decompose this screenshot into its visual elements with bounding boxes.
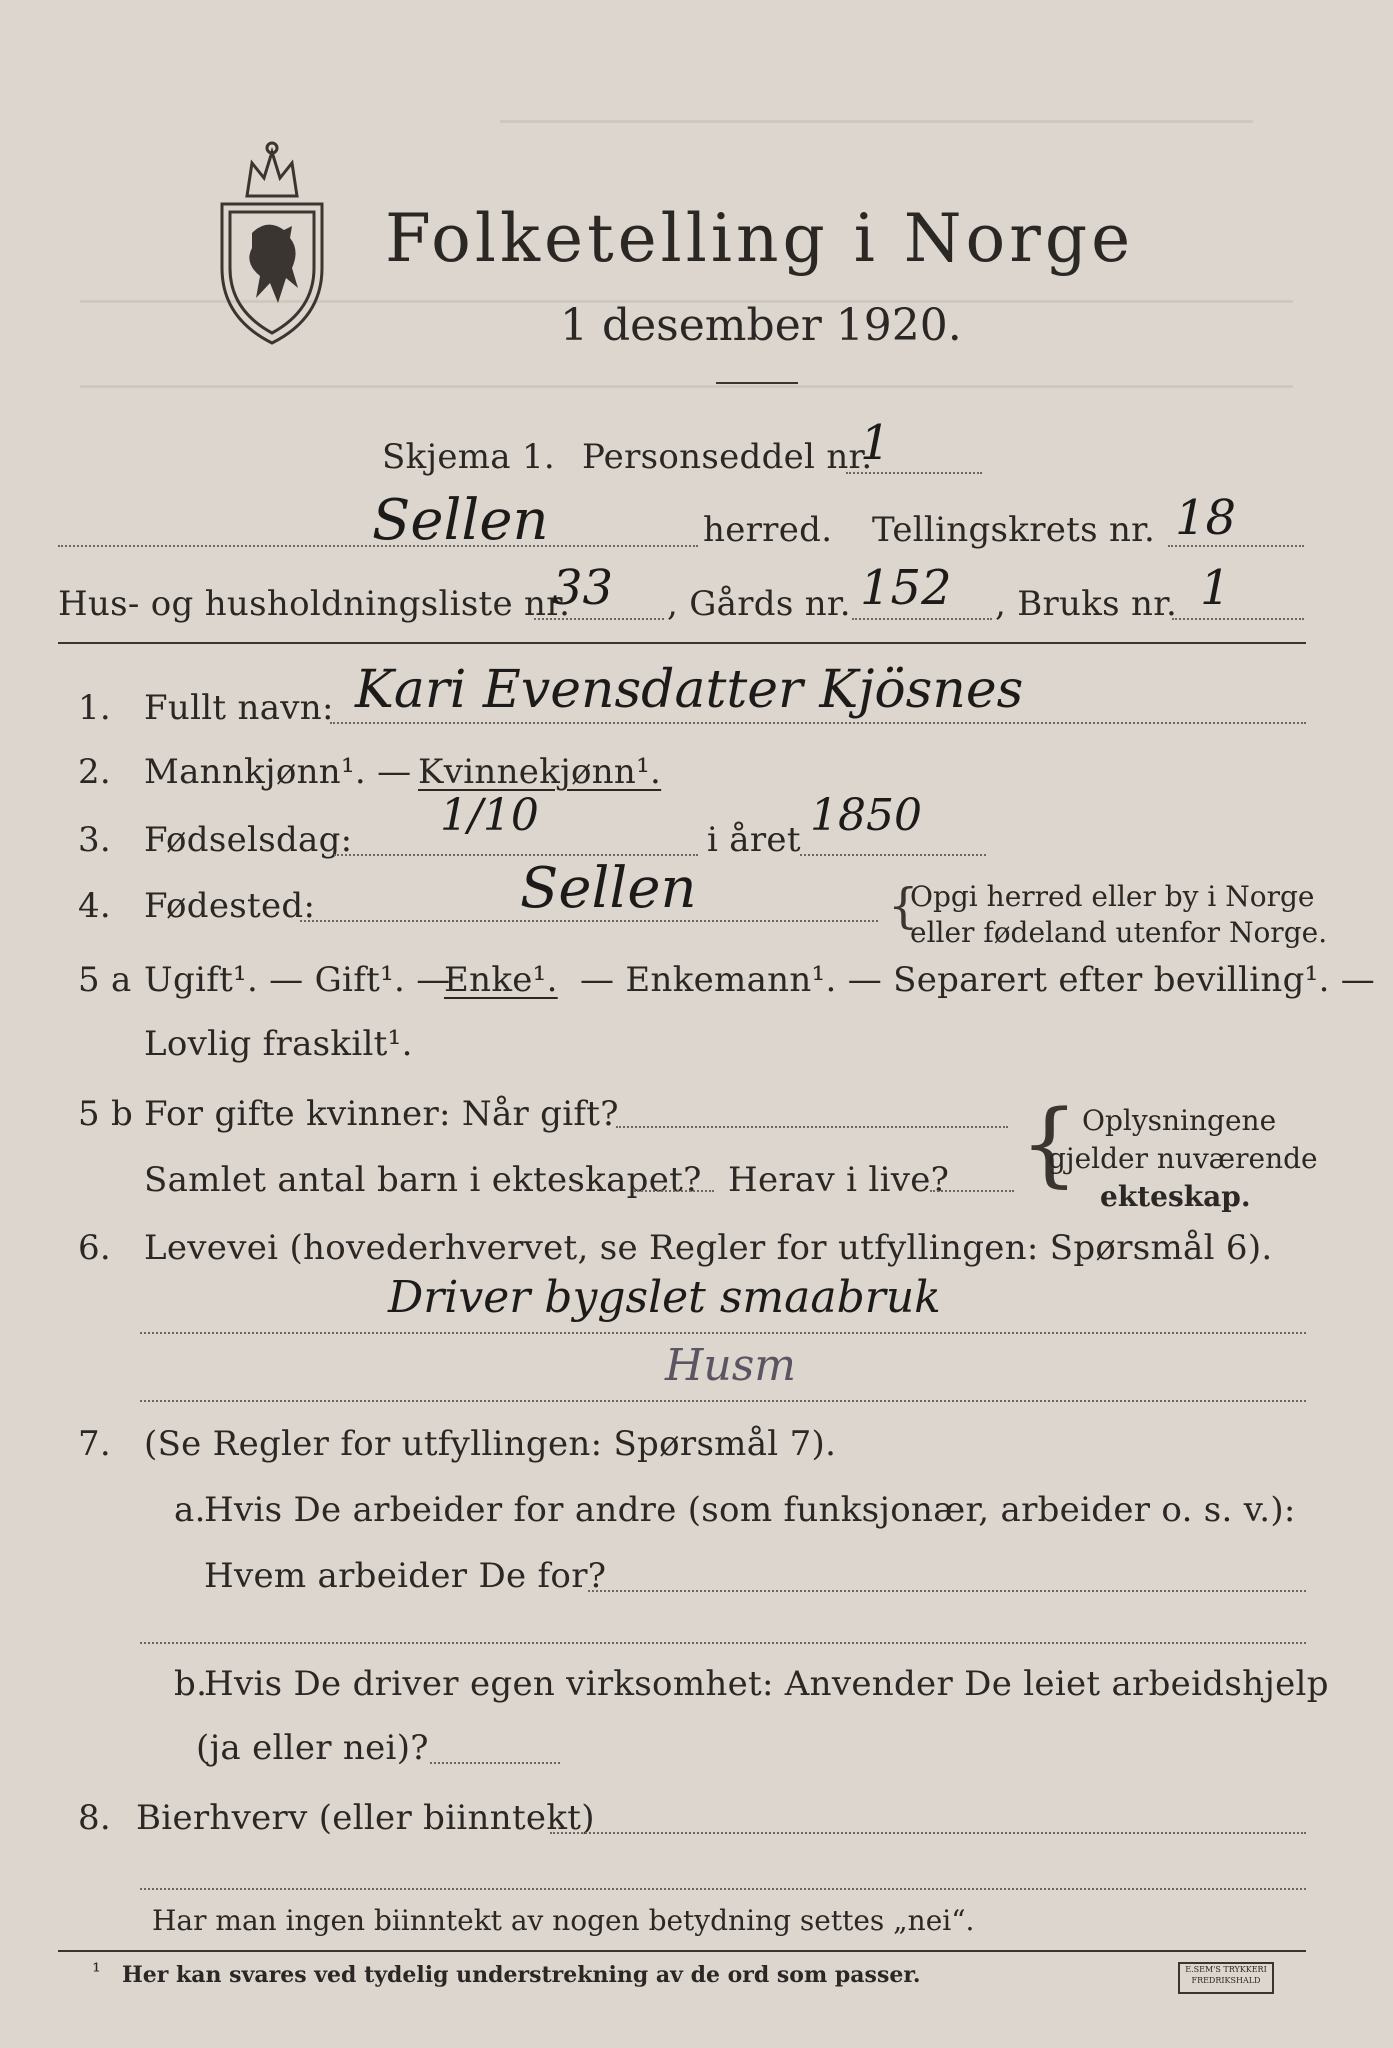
brace-icon: { xyxy=(888,878,919,934)
printer-mark xyxy=(1178,1962,1274,1994)
personseddel-field[interactable] xyxy=(846,472,982,474)
side-income-field-1[interactable] xyxy=(550,1832,1306,1834)
q1-label: Fullt navn: xyxy=(144,688,334,728)
form-title: Folketelling i Norge xyxy=(385,200,1135,277)
personseddel-label: Personseddel nr. xyxy=(582,437,873,477)
full-name-field[interactable] xyxy=(330,722,1306,724)
gards-label: , Gårds nr. xyxy=(667,584,851,624)
birthyear-field[interactable] xyxy=(800,854,986,856)
printer-town: FREDRIKSHALD xyxy=(1191,1976,1261,1985)
q5b-note-3: ekteskap. xyxy=(1100,1180,1251,1213)
footnote-number: ¹ xyxy=(92,1960,101,1985)
occupation-value: Driver bygslet smaabruk xyxy=(388,1272,941,1323)
birthyear-value: 1850 xyxy=(810,790,922,841)
q5a-ugift-gift: Ugift¹. — Gift¹. — xyxy=(144,960,451,1000)
q7b-letter: b. xyxy=(174,1664,208,1704)
q3-number: 3. xyxy=(78,820,112,860)
tellingskrets-value: 18 xyxy=(1175,490,1237,546)
q8-number: 8. xyxy=(78,1798,112,1838)
bruks-label: , Bruks nr. xyxy=(995,584,1178,624)
children-total-field[interactable] xyxy=(634,1190,714,1192)
married-when-field[interactable] xyxy=(616,1126,1008,1128)
q2-kvinnekjonn[interactable]: Kvinnekjønn¹. xyxy=(418,752,662,792)
q3-label: Fødselsdag: xyxy=(144,820,353,860)
employer-field-2[interactable] xyxy=(140,1642,1306,1644)
personseddel-value: 1 xyxy=(860,415,891,471)
q5b-note-1: Oplysningene xyxy=(1082,1104,1277,1137)
printer-name: E.SEM'S TRYKKERI xyxy=(1185,1965,1267,1974)
q4-note-2: eller fødeland utenfor Norge. xyxy=(910,916,1328,949)
hired-help-field[interactable] xyxy=(430,1762,560,1764)
side-income-field-2[interactable] xyxy=(140,1888,1306,1890)
q7-number: 7. xyxy=(78,1424,112,1464)
header-divider xyxy=(58,642,1306,644)
children-alive-field[interactable] xyxy=(930,1190,1014,1192)
q4-label: Fødested: xyxy=(144,886,316,926)
q2-number: 2. xyxy=(78,752,112,792)
footer-note: Har man ingen biinntekt av nogen betydning settes „nei“. xyxy=(152,1904,975,1937)
q5b-label: For gifte kvinner: Når gift? xyxy=(144,1094,619,1134)
full-name-value: Kari Evensdatter Kjösnes xyxy=(355,660,1024,720)
bruks-field[interactable] xyxy=(1172,618,1304,620)
q5b-note-2: gjelder nuværende xyxy=(1048,1142,1318,1175)
q3-year-label: i året xyxy=(707,820,801,860)
tellingskrets-label: Tellingskrets nr. xyxy=(872,510,1156,550)
birthdate-value: 1/10 xyxy=(440,790,539,841)
employer-field-1[interactable] xyxy=(588,1590,1306,1592)
q5b-live-label: Herav i live? xyxy=(728,1160,950,1200)
skjema-label: Skjema 1. xyxy=(382,437,556,477)
q7a-letter: a. xyxy=(174,1490,206,1530)
herred-label: herred. xyxy=(703,510,833,550)
q5a-enke[interactable]: Enke¹. xyxy=(444,960,558,1000)
q5b-number: 5 b xyxy=(78,1094,134,1134)
birthplace-value: Sellen xyxy=(520,856,697,921)
herred-value: Sellen xyxy=(372,488,549,553)
q7b-sub-label: (ja eller nei)? xyxy=(196,1728,429,1768)
q2-mannkjonn: Mannkjønn¹. — xyxy=(144,752,412,792)
q8-label: Bierhverv (eller biinntekt) xyxy=(136,1798,595,1838)
census-date: 1 desember 1920. xyxy=(560,300,962,351)
q7a-label: Hvis De arbeider for andre (som funksjonær, arbeider o. s. v.): xyxy=(204,1490,1296,1530)
q7a-sub-label: Hvem arbeider De for? xyxy=(204,1556,607,1596)
bruks-value: 1 xyxy=(1200,560,1231,616)
q5b-barn-label: Samlet antal barn i ekteskapet? xyxy=(144,1160,702,1200)
hus-value: 33 xyxy=(552,560,614,616)
occupation-value-2: Husm xyxy=(665,1340,797,1391)
q5a-rest: — Enkemann¹. — Separert efter bevilling¹. — xyxy=(580,960,1376,1000)
brace-icon: { xyxy=(1020,1090,1079,1197)
footnote-text: Her kan svares ved tydelig understrekning av de ord som passer. xyxy=(122,1962,921,1988)
footer-divider xyxy=(58,1950,1306,1952)
occupation-field-1[interactable] xyxy=(140,1332,1306,1334)
q4-number: 4. xyxy=(78,886,112,926)
q6-label: Levevei (hovederhvervet, se Regler for utfyllingen: Spørsmål 6). xyxy=(144,1228,1273,1268)
q7b-label: Hvis De driver egen virksomhet: Anvender De leiet arbeidshjelp xyxy=(204,1664,1329,1704)
gards-value: 152 xyxy=(860,560,952,616)
q7-label: (Se Regler for utfyllingen: Spørsmål 7). xyxy=(144,1424,837,1464)
q5a-fraskilt: Lovlig fraskilt¹. xyxy=(144,1024,413,1064)
hus-label: Hus- og husholdningsliste nr. xyxy=(58,584,571,624)
q4-note-1: Opgi herred eller by i Norge xyxy=(910,880,1315,913)
hus-field[interactable] xyxy=(534,618,664,620)
title-divider xyxy=(716,382,798,384)
coat-of-arms-icon xyxy=(212,138,332,352)
gards-field[interactable] xyxy=(852,618,992,620)
q5a-number: 5 a xyxy=(78,960,132,1000)
occupation-field-2[interactable] xyxy=(140,1400,1306,1402)
q1-number: 1. xyxy=(78,688,112,728)
q6-number: 6. xyxy=(78,1228,112,1268)
